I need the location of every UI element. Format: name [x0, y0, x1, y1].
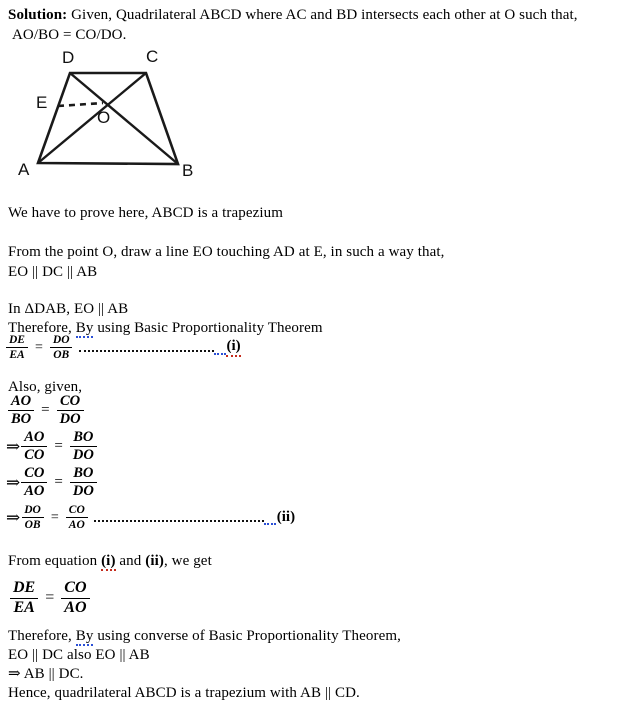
numerator: DE — [9, 334, 25, 346]
ref-tag-ii: (ii) — [145, 553, 164, 569]
implies-arrow: ⇒ — [6, 436, 21, 456]
equation-tag-i: (i) — [226, 338, 241, 357]
fraction-co-do — [57, 394, 84, 428]
bpt-prefix: Therefore, — [8, 320, 72, 336]
from-equation-statement — [8, 552, 212, 571]
intro-line-2: AO/BO = CO/DO. — [12, 27, 127, 43]
from-equation-mid: and — [119, 553, 142, 569]
fraction-bo-do — [70, 466, 97, 500]
denominator: OB — [22, 517, 44, 531]
converse-by-word: By — [75, 628, 94, 644]
vertex-label-o: O — [97, 108, 111, 127]
equals-sign: = — [54, 438, 63, 455]
equation-ii — [6, 504, 295, 531]
fraction-ao-co — [21, 430, 47, 464]
dashed-segment-eo — [58, 103, 103, 106]
vertex-label-e: E — [36, 93, 48, 112]
numerator: CO — [68, 504, 85, 516]
denominator: EA — [10, 598, 37, 617]
bpt-by-word: By — [75, 320, 94, 336]
numerator: AO — [24, 429, 45, 445]
prove-statement: We have to prove here, ABCD is a trapezium — [8, 205, 283, 221]
denominator: DO — [70, 446, 97, 463]
equals-sign: = — [45, 589, 55, 607]
denominator: DO — [57, 410, 84, 427]
denominator: EA — [6, 347, 27, 361]
leader-squiggle — [264, 511, 276, 525]
vertex-label-c: C — [146, 47, 159, 66]
denominator: CO — [21, 446, 47, 463]
ref-tag-i: (i) — [101, 553, 116, 569]
vertex-label-d: D — [62, 48, 75, 67]
denominator: DO — [70, 482, 97, 499]
vertex-label-b: B — [182, 161, 194, 180]
intro-line-1 — [8, 6, 578, 25]
numerator: BO — [73, 429, 94, 445]
dotted-leader — [79, 350, 214, 352]
vertex-label-a: A — [18, 160, 30, 179]
from-equation-suffix: , we get — [163, 553, 212, 569]
equals-sign: = — [50, 509, 59, 525]
equation-4 — [6, 466, 97, 500]
conclusion-line-1: EO || DC also EO || AB — [8, 647, 150, 663]
equation-i — [6, 334, 241, 361]
leader-squiggle — [214, 341, 226, 355]
construction-line-1: From the point O, draw a line EO touching AD at E, in such a way that, — [8, 244, 445, 260]
numerator: DE — [13, 579, 36, 596]
numerator: DO — [24, 504, 41, 516]
converse-prefix: Therefore, — [8, 628, 72, 644]
fraction-co-ao — [61, 580, 89, 617]
converse-rest: using converse of Basic Proportionality Theorem, — [97, 628, 401, 644]
implies-arrow: ⇒ — [6, 507, 21, 527]
conclusion-line-3: Hence, quadrilateral ABCD is a trapezium with AB || CD. — [8, 685, 360, 701]
denominator: AO — [21, 482, 47, 499]
implies-arrow: ⇒ — [6, 472, 21, 492]
numerator: BO — [73, 465, 94, 481]
equation-tag-ii: (ii) — [276, 509, 296, 526]
construction-line-2: EO || DC || AB — [8, 264, 98, 280]
numerator: CO — [24, 465, 45, 481]
equation-3 — [6, 430, 97, 464]
dotted-leader — [94, 520, 264, 522]
fraction-do-ob — [50, 334, 73, 361]
fraction-ao-bo — [8, 394, 34, 428]
fraction-do-ob — [21, 504, 44, 531]
denominator: BO — [8, 410, 34, 427]
equals-sign: = — [34, 339, 43, 355]
equals-sign: = — [41, 402, 50, 419]
trapezium-figure — [0, 44, 230, 189]
denominator: AO — [66, 517, 88, 531]
bpt-rest: using Basic Proportionality Theorem — [97, 320, 323, 336]
fraction-de-ea — [6, 334, 28, 361]
denominator: OB — [50, 347, 72, 361]
fraction-co-ao — [66, 504, 88, 531]
numerator: DO — [52, 334, 70, 346]
converse-statement — [8, 627, 401, 646]
intro-text-1: Given, Quadrilateral ABCD where AC and BD intersects each other at O such that, — [71, 7, 578, 23]
equation-6 — [10, 580, 90, 617]
numerator: CO — [60, 393, 81, 409]
fraction-co-ao — [21, 466, 47, 500]
conclusion-line-2: ⇒ AB || DC. — [8, 666, 84, 682]
triangle-statement: In ΔDAB, EO || AB — [8, 301, 129, 317]
solution-label: Solution: — [8, 7, 68, 23]
fraction-bo-do — [70, 430, 97, 464]
fraction-de-ea — [10, 580, 38, 617]
denominator: AO — [61, 598, 89, 617]
equation-2 — [8, 394, 84, 428]
trapezium-svg — [0, 44, 230, 189]
from-equation-prefix: From equation — [8, 553, 98, 569]
numerator: AO — [11, 393, 32, 409]
also-given-label: Also, given, — [8, 379, 83, 395]
equals-sign: = — [54, 474, 63, 491]
numerator: CO — [64, 579, 87, 596]
